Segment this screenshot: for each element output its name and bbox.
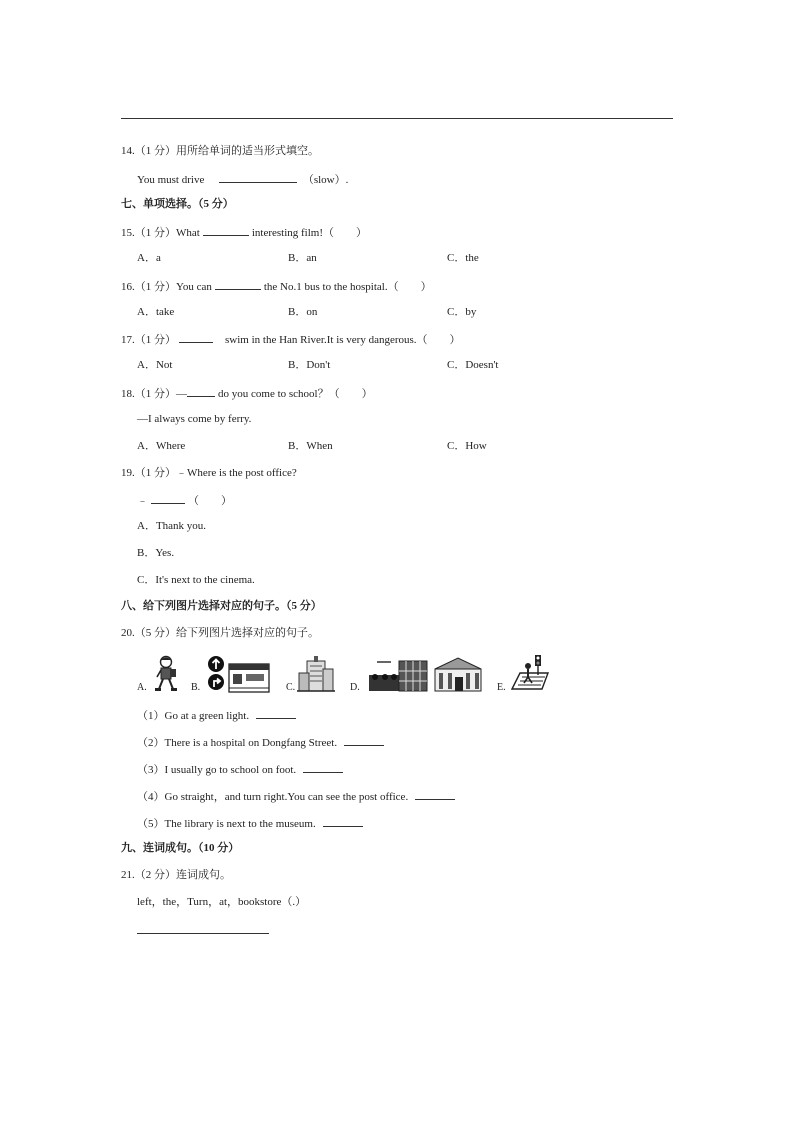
q20-item-4-text: （4）Go straight，and turn right.You can see the post office. (137, 791, 409, 803)
q20-item-4 (137, 788, 458, 804)
q15-stem (121, 224, 367, 240)
q17-option-a[interactable]: A．Not (137, 359, 173, 371)
picture-b-label: B. (191, 682, 201, 693)
q14-sentence (137, 171, 348, 187)
q21-answer-line[interactable] (137, 933, 269, 934)
q20-item-3 (137, 761, 346, 777)
q17-answer-blank[interactable] (179, 331, 213, 343)
q17-stem-start: 17.（1 分） (121, 334, 176, 346)
q19-reply-bracket: （ ） (188, 495, 232, 507)
direction-sign-building-icon (205, 655, 271, 693)
q20-item-3-text: （3）I usually go to school on foot. (137, 764, 297, 776)
q18-stem-start: 18.（1 分）— (121, 388, 187, 400)
picture-d-label: D. (350, 682, 360, 693)
q20-item-4-blank[interactable] (415, 788, 455, 800)
q20-item-5 (137, 815, 366, 831)
q18-option-a[interactable]: A．Where (137, 440, 186, 452)
q18-option-c[interactable]: C．How (447, 440, 487, 452)
q15-option-a[interactable]: A．a (137, 252, 161, 264)
q18-reply: —I always come by ferry. (137, 413, 252, 425)
q14-sentence-start: You must drive (137, 174, 205, 186)
q21-words: left，the，Turn，at，bookstore（.） (137, 896, 307, 908)
q19-reply-dash: ﹣ (137, 495, 148, 507)
q19-stem: 19.（1 分）﹣Where is the post office? (121, 467, 297, 479)
library-museum-icon (367, 655, 483, 693)
boy-walking-icon (152, 655, 182, 693)
q17-option-b[interactable]: B．Don't (288, 359, 331, 371)
q20-item-1-blank[interactable] (256, 707, 296, 719)
q16-option-c[interactable]: C．by (447, 306, 477, 318)
picture-c-label: C. (286, 682, 296, 693)
q20-item-1 (137, 707, 299, 723)
q15-stem-end: interesting film!（ ） (251, 227, 368, 239)
q18-stem-end: do you come to school？（ ） (218, 388, 373, 400)
q16-answer-blank[interactable] (215, 278, 261, 290)
traffic-light-crossing-icon (508, 655, 550, 693)
q19-reply (137, 492, 232, 508)
header-rule (121, 118, 673, 119)
q19-option-b[interactable]: B．Yes. (137, 547, 175, 559)
q21-stem: 21.（2 分）连词成句。 (121, 869, 231, 881)
q16-stem (121, 278, 432, 294)
q15-option-c[interactable]: C．the (447, 252, 479, 264)
section-7-heading: 七、单项选择。（5 分） (121, 198, 234, 210)
q20-item-2-text: （2）There is a hospital on Dongfang Street. (137, 737, 338, 749)
section-9-heading: 九、连词成句。（10 分） (121, 842, 240, 854)
q20-item-5-text: （5）The library is next to the museum. (137, 818, 316, 830)
q20-item-1-text: （1）Go at a green light. (137, 710, 250, 722)
q15-option-b[interactable]: B．an (288, 252, 317, 264)
q19-answer-blank[interactable] (151, 492, 185, 504)
q17-stem (121, 331, 461, 347)
picture-e-label: E. (497, 682, 506, 693)
q14-sentence-end: （slow）. (302, 174, 349, 186)
q17-option-c[interactable]: C．Doesn't (447, 359, 499, 371)
q19-option-a[interactable]: A．Thank you. (137, 520, 207, 532)
q16-stem-end: the No.1 bus to the hospital.（ ） (263, 281, 432, 293)
q14-stem: 14.（1 分）用所给单词的适当形式填空。 (121, 145, 319, 157)
q15-answer-blank[interactable] (203, 224, 249, 236)
q20-stem: 20.（5 分）给下列图片选择对应的句子。 (121, 627, 319, 639)
q20-item-5-blank[interactable] (323, 815, 363, 827)
q16-option-b[interactable]: B．on (288, 306, 318, 318)
section-8-heading: 八、给下列图片选择对应的句子。（5 分） (121, 600, 322, 612)
q19-option-c[interactable]: C．It's next to the cinema. (137, 574, 255, 586)
picture-a-label: A. (137, 682, 147, 693)
q15-stem-start: 15.（1 分）What (121, 227, 200, 239)
q18-stem (121, 385, 373, 401)
q20-item-2 (137, 734, 387, 750)
q20-item-2-blank[interactable] (344, 734, 384, 746)
q14-answer-blank[interactable] (219, 171, 297, 183)
q18-answer-blank[interactable] (187, 385, 215, 397)
q18-option-b[interactable]: B．When (288, 440, 333, 452)
q17-stem-end: swim in the Han River.It is very dangerous.（ ） (225, 334, 461, 346)
q16-stem-start: 16.（1 分）You can (121, 281, 212, 293)
q20-item-3-blank[interactable] (303, 761, 343, 773)
q16-option-a[interactable]: A．take (137, 306, 175, 318)
tall-building-icon (297, 655, 335, 693)
